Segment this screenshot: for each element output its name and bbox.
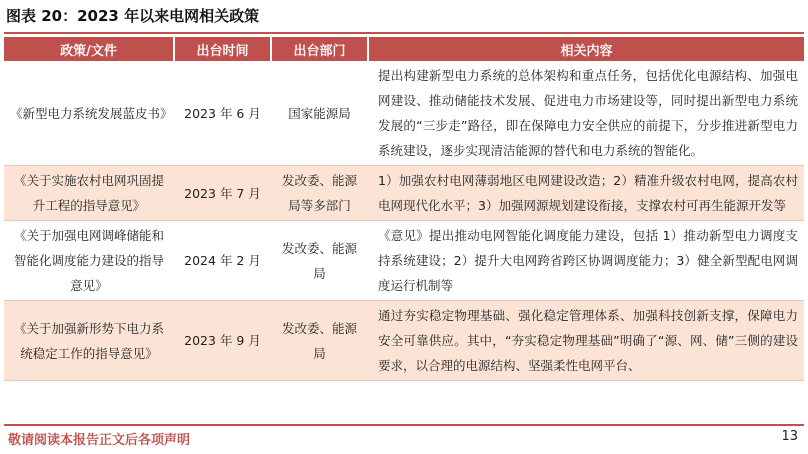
issue-date: 2023 年 6 月: [174, 61, 271, 166]
issuing-dept: 国家能源局: [271, 61, 368, 166]
table-row: [4, 301, 804, 381]
disclaimer-text: 敬请阅读本报告正文后各项声明: [8, 433, 191, 448]
policy-name: 《新型电力系统发展蓝皮书》: [4, 61, 174, 166]
footer-divider: [4, 424, 804, 426]
policy-content: 1）加强农村电网薄弱地区电网建设改造；2）精准升级农村电网，提高农村电网现代化水平；3）加强网源规划建设衔接，支撑农村可再生能源开发等: [368, 166, 804, 221]
issuing-dept: 发改委、能源局: [271, 301, 368, 381]
issue-date: 2023 年 7 月: [174, 166, 271, 221]
header-dept: 出台部门: [271, 37, 368, 61]
header-date: 出台时间: [174, 37, 271, 61]
figure-title: 图表 20：2023 年以来电网相关政策: [6, 7, 260, 25]
issuing-dept: 发改委、能源局: [271, 221, 368, 301]
table-row: [4, 166, 804, 221]
policy-table: [4, 37, 804, 381]
table-row: [4, 61, 804, 166]
policy-name: 《关于实施农村电网巩固提升工程的指导意见》: [4, 166, 174, 221]
title-divider: [4, 32, 804, 34]
table-viewport: [0, 37, 808, 423]
page-number: 13: [781, 429, 798, 444]
policy-name: 《关于加强新形势下电力系统稳定工作的指导意见》: [4, 301, 174, 381]
issue-date: 2023 年 9 月: [174, 301, 271, 381]
policy-content: 《意见》提出推动电网智能化调度能力建设，包括 1）推动新型电力调度支持系统建设；2）提升大电网跨省跨区协调调度能力；3）健全新型配电网调度运行机制等: [368, 221, 804, 301]
policy-content: 通过夯实稳定物理基础、强化稳定管理体系、加强科技创新支撑，保障电力安全可靠供应。其中，“夯实稳定物理基础”明确了“源、网、储”三侧的建设要求，以合理的电源结构、坚强柔性电网平台、: [368, 301, 804, 381]
table-header-row: [4, 37, 804, 61]
table-row: [4, 221, 804, 301]
header-policy: 政策/文件: [4, 37, 174, 61]
header-content: 相关内容: [368, 37, 804, 61]
policy-name: 《关于加强电网调峰储能和智能化调度能力建设的指导意见》: [4, 221, 174, 301]
policy-content: 提出构建新型电力系统的总体架构和重点任务，包括优化电源结构、加强电网建设、推动储能技术发展、促进电力市场建设等，同时提出新型电力系统发展的“三步走”路径，即在保障电力安全供应的前提下，分步推进新型电力系统建设，逐步实现清洁能源的替代和电力系统的智能化。: [368, 61, 804, 166]
issuing-dept: 发改委、能源局等多部门: [271, 166, 368, 221]
issue-date: 2024 年 2 月: [174, 221, 271, 301]
